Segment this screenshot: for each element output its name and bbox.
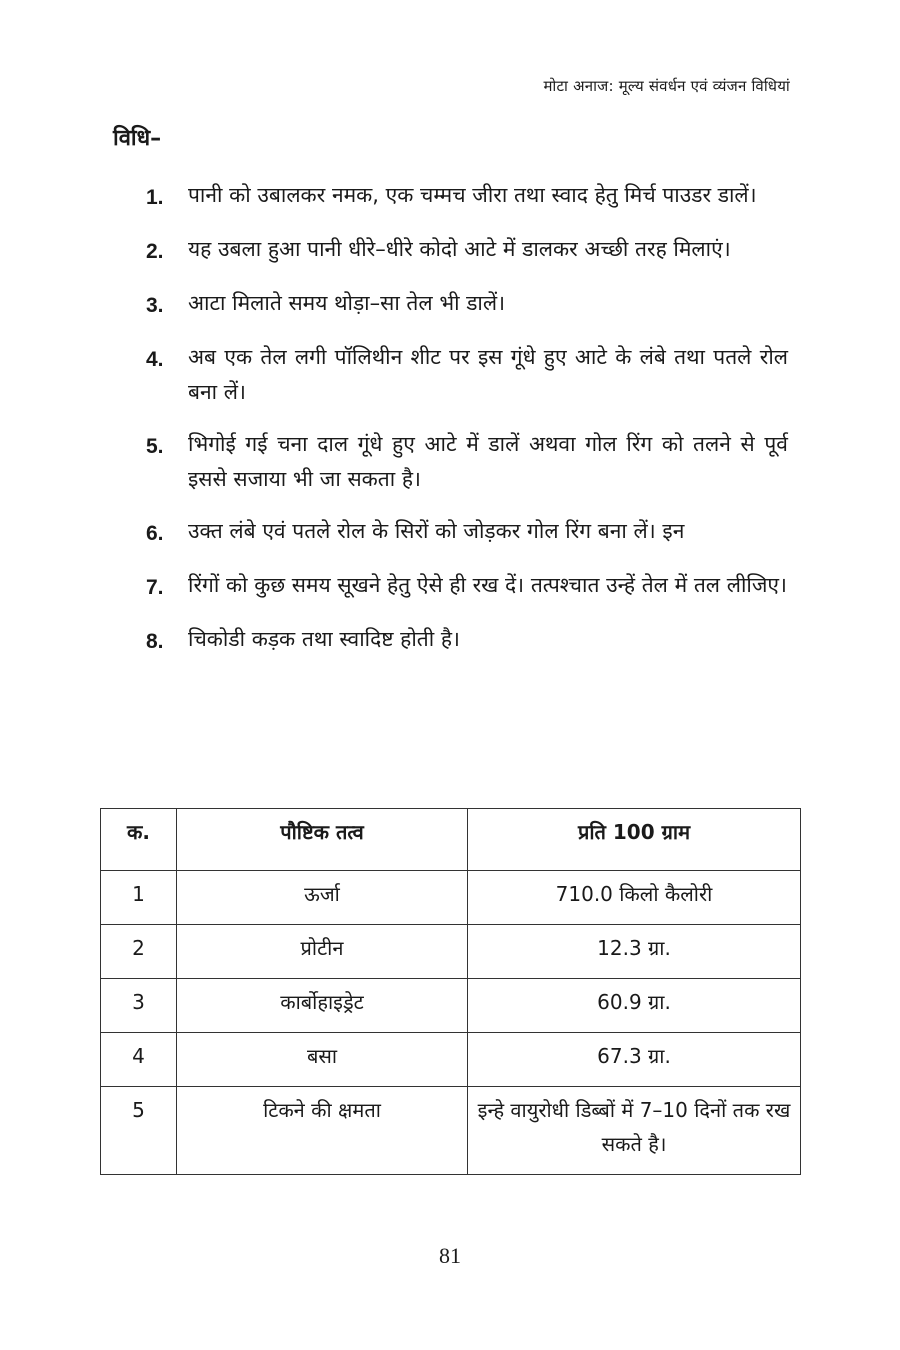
step-text: पानी को उबालकर नमक, एक चम्मच जीरा तथा स्वाद हेतु मिर्च पाउडर डालें। xyxy=(188,183,757,207)
step-number: 8. xyxy=(146,630,164,653)
step-item xyxy=(146,286,788,323)
step-number: 1. xyxy=(146,186,164,209)
step-item xyxy=(146,178,788,215)
step-text: चिकोडी कड़क तथा स्वादिष्ट होती है। xyxy=(188,627,460,651)
cell-nutrient: प्रोटीन xyxy=(177,925,468,979)
cell-value: 12.3 ग्रा. xyxy=(468,925,801,979)
step-number: 3. xyxy=(146,294,164,317)
step-number: 5. xyxy=(146,435,164,458)
page-number: 81 xyxy=(439,1243,461,1268)
cell-nutrient: कार्बोहाइड्रेट xyxy=(177,979,468,1033)
step-text: उक्त लंबे एवं पतले रोल के सिरों को जोड़कर गोल रिंग बना लें। इन xyxy=(188,519,685,543)
step-item xyxy=(146,340,788,410)
header-per-100g: प्रति 100 ग्राम xyxy=(468,809,801,871)
step-number: 4. xyxy=(146,348,164,371)
step-text: अब एक तेल लगी पॉलिथीन शीट पर इस गूंधे हुए आटे के लंबे तथा पतले रोल बना लें। xyxy=(188,345,788,404)
step-item xyxy=(146,232,788,269)
header-nutrient: पौष्टिक तत्व xyxy=(177,809,468,871)
step-item xyxy=(146,427,788,497)
table-row xyxy=(101,979,801,1033)
table-row xyxy=(101,1033,801,1087)
cell-serial: 1 xyxy=(101,871,177,925)
step-text: आटा मिलाते समय थोड़ा–सा तेल भी डालें। xyxy=(188,291,506,315)
step-item xyxy=(146,514,788,551)
table-row xyxy=(101,871,801,925)
step-number: 7. xyxy=(146,576,164,599)
nutrition-table xyxy=(100,808,801,1175)
table-row xyxy=(101,925,801,979)
cell-nutrient: बसा xyxy=(177,1033,468,1087)
cell-serial: 4 xyxy=(101,1033,177,1087)
step-item xyxy=(146,622,788,659)
cell-value: इन्हे वायुरोधी डिब्बों में 7–10 दिनों तक रख सकते है। xyxy=(468,1087,801,1175)
cell-value: 67.3 ग्रा. xyxy=(468,1033,801,1087)
step-text: रिंगों को कुछ समय सूखने हेतु ऐसे ही रख दें। तत्पश्चात उन्हें तेल में तल लीजिए। xyxy=(188,573,787,597)
cell-nutrient: ऊर्जा xyxy=(177,871,468,925)
step-text: भिगोई गई चना दाल गूंधे हुए आटे में डालें अथवा गोल रिंग को तलने से पूर्व इससे सजाया भी जा सकता है। xyxy=(188,432,788,491)
cell-serial: 5 xyxy=(101,1087,177,1175)
running-header: मोटा अनाज: मूल्य संवर्धन एवं व्यंजन विधियां xyxy=(543,77,790,95)
cell-value: 60.9 ग्रा. xyxy=(468,979,801,1033)
header-serial: क. xyxy=(101,809,177,871)
section-title: विधि– xyxy=(113,126,162,151)
cell-value: 710.0 किलो कैलोरी xyxy=(468,871,801,925)
step-number: 6. xyxy=(146,522,164,545)
table-row xyxy=(101,1087,801,1175)
cell-serial: 3 xyxy=(101,979,177,1033)
method-steps-list xyxy=(146,178,788,676)
step-number: 2. xyxy=(146,240,164,263)
table-header-row xyxy=(101,809,801,871)
cell-nutrient: टिकने की क्षमता xyxy=(177,1087,468,1175)
cell-serial: 2 xyxy=(101,925,177,979)
step-item xyxy=(146,568,788,605)
step-text: यह उबला हुआ पानी धीरे–धीरे कोदो आटे में डालकर अच्छी तरह मिलाएं। xyxy=(188,237,731,261)
